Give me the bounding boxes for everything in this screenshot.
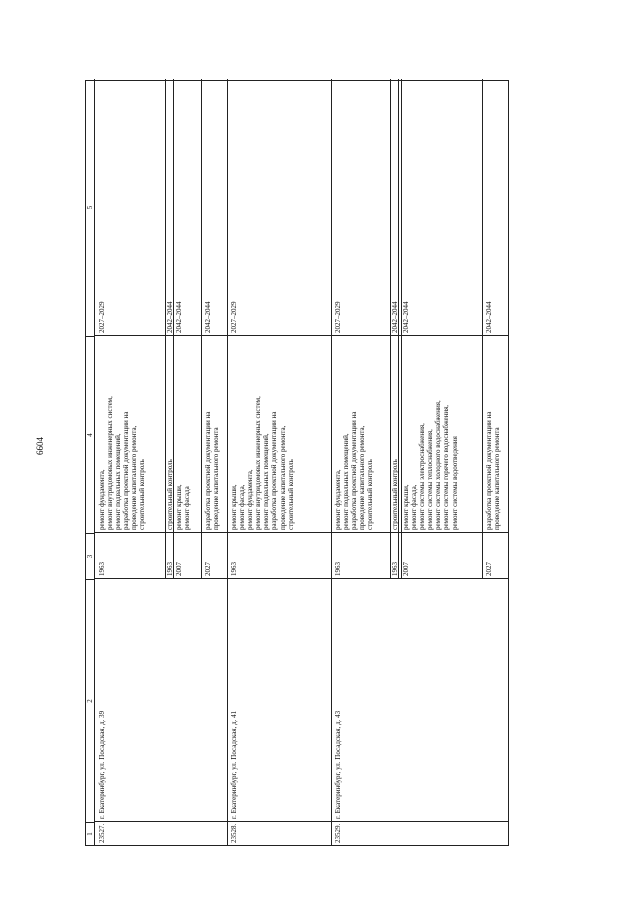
work-period: 2042–2044 — [204, 301, 212, 333]
work-period: 2042–2044 — [175, 301, 183, 333]
row-separator — [331, 79, 332, 845]
work-year: 1963 — [166, 562, 174, 576]
repair-schedule-table — [85, 80, 509, 846]
work-list: строительный контроль — [391, 459, 399, 530]
work-list: разработка проектной документации на проведение капитального ремонта — [485, 411, 502, 530]
column-separator — [95, 532, 508, 533]
work-year: 2007 — [175, 562, 183, 576]
column-separator — [95, 821, 508, 822]
subrow-separator — [201, 79, 202, 579]
work-period: 2042–2044 — [402, 301, 410, 333]
column-separator — [95, 335, 508, 336]
work-year: 2027 — [204, 562, 212, 576]
work-year: 1963 — [230, 562, 238, 576]
work-list: ремонт крыши, ремонт фасада — [175, 484, 192, 530]
work-list: ремонт фундамента, ремонт внутридомовых инженерных систем, ремонт подвальных помещений, разработка проектной документации на проведение капитального ремонта, строительный контроль — [98, 396, 147, 530]
row-address: г. Екатеринбург, ул. Посадская, д. 39 — [98, 710, 106, 819]
row-separator — [227, 79, 228, 845]
column-header-1: 1 — [86, 822, 95, 845]
work-list: ремонт фундамента, ремонт подвальных помещений, разработка проектной документации на проведение капитального ремонта, строительный контроль — [334, 411, 375, 530]
column-separator — [95, 578, 508, 579]
row-number: 23529. — [334, 823, 342, 843]
column-header-2: 2 — [86, 579, 95, 822]
work-list: разработка проектной документации на проведение капитального ремонта — [204, 411, 221, 530]
work-period: 2027–2029 — [98, 301, 106, 333]
work-year: 1963 — [98, 562, 106, 576]
row-address: г. Екатеринбург, ул. Посадская, д. 41 — [230, 710, 238, 819]
work-year: 2007 — [402, 562, 410, 576]
work-period: 2042–2044 — [166, 301, 174, 333]
row-number: 23528. — [230, 823, 238, 843]
row-address: г. Екатеринбург, ул. Посадская, д. 43 — [334, 710, 342, 819]
work-list: ремонт крыши, ремонт фасада, ремонт фундамента, ремонт внутридомовых инженерных систем, ремонт подвальных помещений, разработка проектной документации на проведение капитального ремонта, строительный контроль — [230, 396, 295, 530]
work-period: 2027–2029 — [334, 301, 342, 333]
work-period: 2042–2044 — [485, 301, 493, 333]
work-period: 2042–2044 — [391, 301, 399, 333]
work-year: 1963 — [391, 562, 399, 576]
work-list: строительный контроль — [166, 459, 174, 530]
table-frame — [85, 80, 509, 846]
work-year: 2027 — [485, 562, 493, 576]
page-number: 6604 — [35, 437, 45, 455]
column-header-5: 5 — [86, 79, 95, 336]
column-header-4: 4 — [86, 336, 95, 533]
work-list: ремонт крыши, ремонт фасада, ремонт системы электроснабжения, ремонт системы теплоснабжения, ремонт системы холодного водоснабжения, ремонт системы горячего водоснабжения, ремонт системы водоотведения — [402, 400, 459, 530]
work-year: 1963 — [334, 562, 342, 576]
column-header-3: 3 — [86, 533, 95, 579]
work-period: 2027–2029 — [230, 301, 238, 333]
subrow-separator — [482, 79, 483, 579]
row-number: 23527. — [98, 823, 106, 843]
